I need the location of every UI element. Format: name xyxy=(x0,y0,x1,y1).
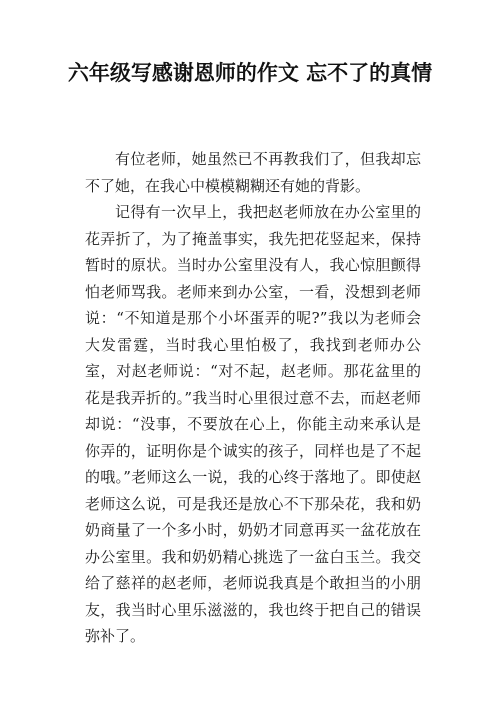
document-body xyxy=(85,146,421,650)
paragraph-1: 有位老师，她虽然已不再教我们了，但我却忘不了她，在我心中模模糊糊还有她的背影。 xyxy=(85,150,421,195)
document-title: 六年级写感谢恩师的作文 忘不了的真情 xyxy=(67,61,433,85)
paragraph-2: 记得有一次早上，我把赵老师放在办公室里的花弄折了，为了掩盖事实，我先把花竖起来，保持暂时的原状。当时办公室里没有人，我心惊胆颤得怕老师骂我。老师来到办公室，一看，没想到老师说：“不知道是那个小坏蛋弄的呢?”我以为老师会大发雷霆，当时我心里怕极了，我找到老师办公室，对赵老师说：“对不起，赵老师。那花盆里的花是我弄折的。”我当时心里很过意不去，而赵老师却说：“没事，不要放在心上，你能主动来承认是你弄的，证明你是个诚实的孩子，同样也是了不起的哦。”老师这么一说，我的心终于落地了。即使赵老师这么说，可是我还是放心不下那朵花，我和奶奶商量了一个多小时，奶奶才同意再买一盆花放在办公室里。我和奶奶精心挑选了一盆白玉兰。我交给了慈祥的赵老师，老师说我真是个敢担当的小朋友，我当时心里乐滋滋的，我也终于把自己的错误弥补了。 xyxy=(85,203,421,645)
